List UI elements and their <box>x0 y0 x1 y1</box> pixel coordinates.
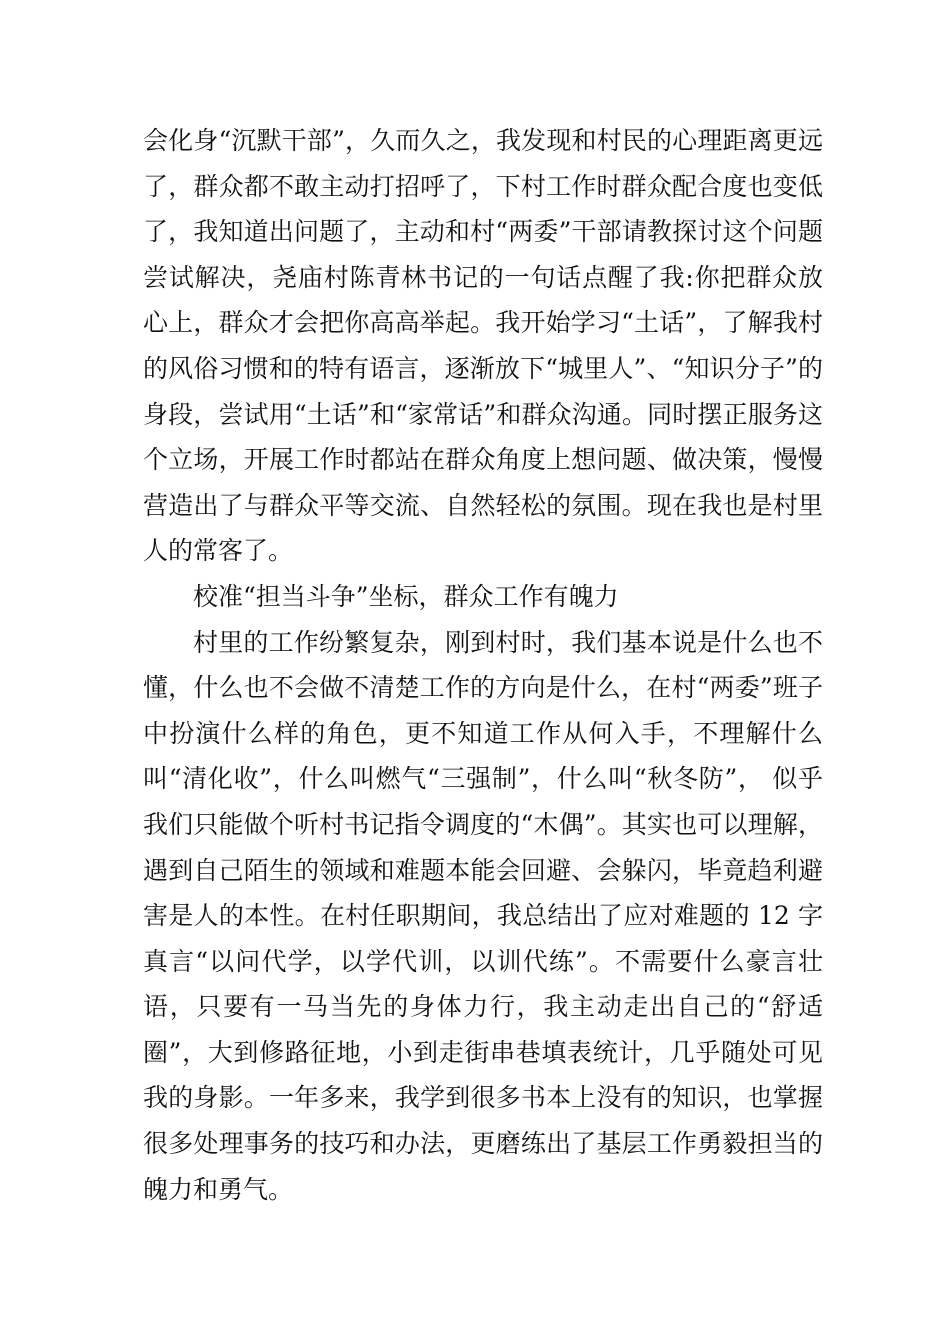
section-heading: 校准“担当斗争”坐标，群众工作有魄力 <box>193 581 619 611</box>
paragraph-body: 村里的工作纷繁复杂，刚到村时，我们基本说是什么也不懂，什么也不会做不清楚工作的方向是什么，在村“两委”班子中扮演什么样的角色，更不知道工作从何入手，不理解什么叫“清化收”，什么叫燃气“三强制”，什么叫“秋冬防”， 似乎我们只能做个听村书记指令调度的“木偶”。其实也可以理解，遇到自己陌生的领域和难题本能会回避、会躲闪，毕竟趋利避害是人的本性。在村任职期间，我总结出了应对难题的 12 字真言“以问代学，以学代训，以训代练”。不需要什么豪言壮语，只要有一马当先的身体力行，我主动走出自己的“舒适圈”，大到修路征地，小到走街串巷填表统计，几乎随处可见我的身影。一年多来，我学到很多书本上没有的知识，也掌握很多处理事务的技巧和办法，更磨练出了基层工作勇毅担当的魄力和勇气。 <box>143 627 823 1204</box>
document-body <box>143 118 823 1212</box>
paragraph-continuation: 会化身“沉默干部”，久而久之，我发现和村民的心理距离更远了，群众都不敢主动打招呼了，下村工作时群众配合度也变低了，我知道出问题了，主动和村“两委”干部请教探讨这个问题尝试解决，尧庙村陈青林书记的一句话点醒了我:你把群众放心上，群众才会把你高高举起。我开始学习“土话”，了解我村的风俗习惯和的特有语言，逐渐放下“城里人”、“知识分子”的身段，尝试用“土话”和“家常话”和群众沟通。同时摆正服务这个立场，开展工作时都站在群众角度上想问题、做决策，慢慢营造出了与群众平等交流、自然轻松的氛围。现在我也是村里人的常客了。 <box>143 126 823 566</box>
